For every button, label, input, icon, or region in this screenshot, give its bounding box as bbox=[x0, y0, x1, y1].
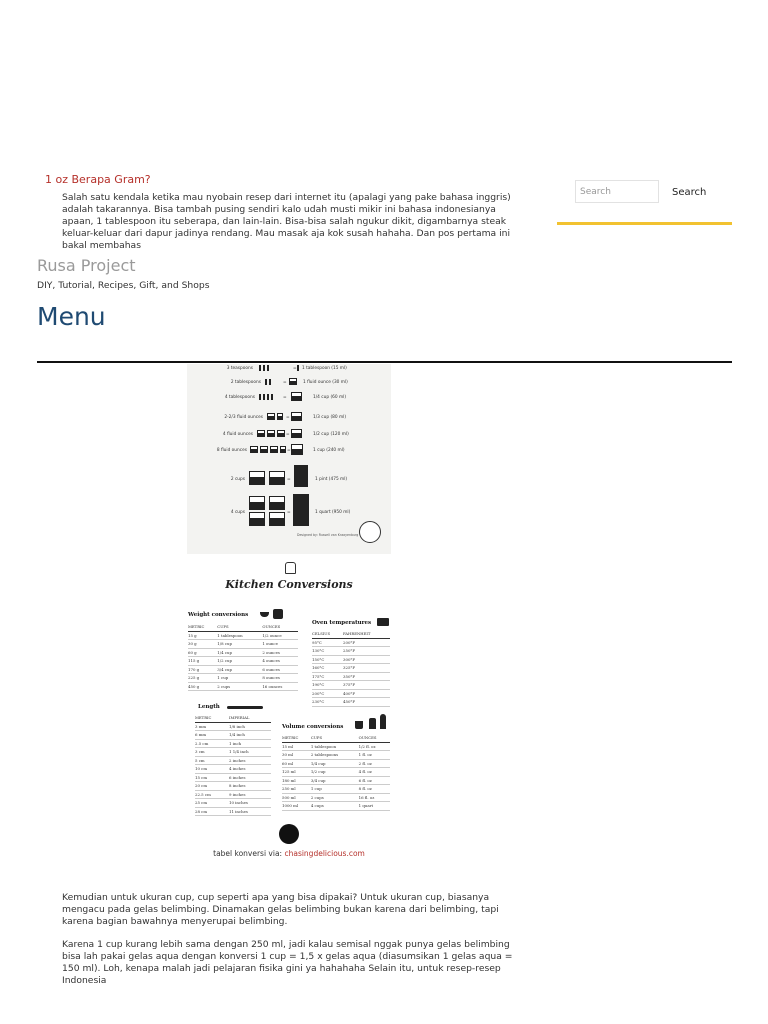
measuring-cup-icon bbox=[257, 430, 265, 437]
post-excerpt: Salah satu kendala ketika mau nyobain resep dari internet itu (apalagi yang pake bahasa inggris) adalah takarannya. Bisa tambah pusing sendiri kalo udah musti mikir ini bahasa indonesianya apaan, 1 tablespoon itu seberapa, dan lain-lain. Bisa-bisa salah ngukur dikit, digambarnya steak keluar-keluar dari dapur jadinya rendang. Mau masak aja kok susah hahaha. Dan pos pertama ini bakal membahas bbox=[62, 192, 511, 251]
table-row bbox=[312, 638, 390, 647]
spoon-icon bbox=[265, 379, 267, 385]
column-header: OUNCES bbox=[262, 623, 298, 631]
table-row bbox=[188, 648, 298, 657]
measuring-cup-icon bbox=[249, 496, 265, 510]
column-header: IMPERIAL bbox=[229, 714, 271, 722]
table-cell: 325°F bbox=[343, 664, 390, 673]
site-title[interactable]: Rusa Project bbox=[37, 256, 136, 275]
table-row bbox=[312, 664, 390, 673]
table-cell: 16 fl. oz bbox=[359, 793, 390, 802]
table-cell: 180 ml bbox=[282, 776, 311, 785]
table-cell: 22.5 cm bbox=[195, 790, 229, 799]
sidebar-accent-rule bbox=[557, 222, 732, 225]
measuring-cup-icon bbox=[267, 430, 275, 437]
table-cell: 400°F bbox=[343, 689, 390, 698]
length-heading: Length bbox=[198, 704, 220, 710]
table-row bbox=[312, 698, 390, 707]
table-row bbox=[195, 782, 271, 791]
table-cell: 8 fl. oz bbox=[359, 785, 390, 794]
table-cell: 3 cm bbox=[195, 748, 229, 757]
column-header: OUNCES bbox=[359, 734, 390, 742]
table-row bbox=[312, 647, 390, 656]
table-row bbox=[195, 722, 271, 731]
caption-source-link[interactable]: chasingdelicious.com bbox=[284, 849, 365, 858]
table-cell: 170 g bbox=[188, 665, 217, 674]
measuring-cup-icon bbox=[277, 413, 283, 420]
row-label: 4 fluid ounces bbox=[222, 432, 253, 437]
table-row bbox=[195, 748, 271, 757]
table-cell: 15 g bbox=[188, 631, 217, 640]
table-row bbox=[282, 742, 390, 751]
table-cell: 60 g bbox=[188, 648, 217, 657]
spoon-icon bbox=[263, 394, 265, 400]
table-row bbox=[195, 807, 271, 816]
table-cell: 2 ounces bbox=[262, 648, 298, 657]
table-cell: 9 inches bbox=[229, 790, 271, 799]
table-cell: 1 ounce bbox=[262, 640, 298, 649]
table-cell: 4 ounces bbox=[262, 657, 298, 666]
table-cell: 250°F bbox=[343, 647, 390, 656]
measuring-cup-icon bbox=[277, 430, 285, 437]
table-cell: 2 cups bbox=[217, 682, 262, 691]
table-cell: 1/4 inch bbox=[229, 731, 271, 740]
oven-table bbox=[312, 630, 390, 707]
row-result: 1 quart (950 ml) bbox=[315, 510, 351, 515]
volume-table bbox=[282, 734, 390, 811]
table-row bbox=[195, 731, 271, 740]
column-header: METRIC bbox=[282, 734, 311, 742]
weight-heading: Weight conversions bbox=[188, 612, 249, 618]
table-row bbox=[282, 759, 390, 768]
chasing-delicious-logo bbox=[359, 521, 381, 543]
designed-by-credit: Designed by: Russell van Kraayenburg bbox=[297, 533, 359, 537]
table-cell: 6 ounces bbox=[262, 665, 298, 674]
row-result: 1/3 cup (80 ml) bbox=[313, 415, 347, 420]
table-cell: 4 inches bbox=[229, 765, 271, 774]
measuring-cup-icon bbox=[291, 412, 302, 421]
table-cell: 30 ml bbox=[282, 751, 311, 760]
table-cell: 1 inch bbox=[229, 739, 271, 748]
table-cell: 2 cups bbox=[311, 793, 359, 802]
table-cell: 25 cm bbox=[195, 799, 229, 808]
table-cell: 3/4 cup bbox=[311, 776, 359, 785]
bottle-icon bbox=[369, 718, 376, 729]
table-cell: 1/2 cup bbox=[217, 657, 262, 666]
oven-icon bbox=[377, 618, 389, 626]
table-cell: 2 fl. oz bbox=[359, 759, 390, 768]
spoon-icon bbox=[267, 394, 269, 400]
bottle-icon bbox=[380, 714, 386, 729]
table-row bbox=[312, 655, 390, 664]
spoon-icon bbox=[269, 379, 271, 385]
column-header: METRIC bbox=[195, 714, 229, 722]
table-cell: 2.5 cm bbox=[195, 739, 229, 748]
table-cell: 10 cm bbox=[195, 765, 229, 774]
table-row bbox=[195, 799, 271, 808]
table-row bbox=[188, 631, 298, 640]
table-cell: 1 quart bbox=[359, 802, 390, 811]
menu-divider bbox=[37, 361, 732, 363]
rolling-pin-icon bbox=[227, 706, 263, 709]
kitchen-scale-icon bbox=[285, 562, 296, 574]
table-header-row bbox=[312, 630, 390, 638]
measuring-cup-icon bbox=[249, 512, 265, 526]
measuring-cup-icon bbox=[269, 496, 285, 510]
table-header-row bbox=[282, 734, 390, 742]
table-cell: 3/4 cup bbox=[217, 665, 262, 674]
column-header: FAHRENHEIT bbox=[343, 630, 390, 638]
weight-table bbox=[188, 623, 298, 691]
measuring-cup-icon bbox=[291, 392, 302, 401]
table-cell: 250 ml bbox=[282, 785, 311, 794]
table-row bbox=[195, 765, 271, 774]
table-cell: 20 cm bbox=[195, 782, 229, 791]
table-cell: 1 cup bbox=[217, 674, 262, 683]
column-header: METRIC bbox=[188, 623, 217, 631]
column-header: CELSIUS bbox=[312, 630, 343, 638]
table-cell: 150°C bbox=[312, 655, 343, 664]
table-cell: 1/2 cup bbox=[311, 768, 359, 777]
table-cell: 190°C bbox=[312, 681, 343, 690]
table-cell: 60 ml bbox=[282, 759, 311, 768]
column-header: CUPS bbox=[311, 734, 359, 742]
table-cell: 1000 ml bbox=[282, 802, 311, 811]
cup-icon bbox=[260, 612, 269, 617]
table-cell: 200°F bbox=[343, 638, 390, 647]
scale-icon bbox=[273, 609, 283, 619]
table-cell: 1 1/4 inch bbox=[229, 748, 271, 757]
table-cell: 450 g bbox=[188, 682, 217, 691]
row-result: 1/2 cup (120 ml) bbox=[313, 432, 349, 437]
row-result: 1 pint (475 ml) bbox=[315, 477, 348, 482]
search-input[interactable] bbox=[575, 180, 659, 203]
table-cell: 160°C bbox=[312, 664, 343, 673]
table-cell: 1/4 cup bbox=[217, 648, 262, 657]
volume-heading: Volume conversions bbox=[282, 724, 344, 730]
table-cell: 95°C bbox=[312, 638, 343, 647]
body-paragraph: Kemudian untuk ukuran cup, cup seperti apa yang bisa dipakai? Untuk ukuran cup, biasanya mengacu pada gelas belimbing. Dinamakan gelas belimbing bukan karena dari belimbing, tapi karena bagian bawahnya menyerupai belimbing. bbox=[62, 892, 499, 927]
row-label: 2 cups bbox=[230, 477, 245, 482]
measurement-infographic: 3 teaspoons = 1 tablespoon (15 ml) 2 tablespoons = 1 fluid ounce (30 ml) 4 tablespoons = 1/4 cup (60 ml) 2-2/3 fluid ounces = 1/3 cup (80 ml) 4 fluid ounces = 1/2 cup (120 ml) 8 fluid ounces = 1 cup (240 ml) 2 cups = 1 pint (475 ml) 4 cups = 1 quart (950 ml) Designed by: Russell van Kraayenburg bbox=[187, 364, 391, 554]
oven-heading: Oven temperatures bbox=[312, 620, 372, 626]
table-row bbox=[195, 739, 271, 748]
table-cell: 175°C bbox=[312, 672, 343, 681]
table-cell: 3 mm bbox=[195, 722, 229, 731]
table-cell: 115 g bbox=[188, 657, 217, 666]
table-row bbox=[312, 681, 390, 690]
table-cell: 1/8 inch bbox=[229, 722, 271, 731]
table-row bbox=[282, 785, 390, 794]
measuring-cup-icon bbox=[289, 378, 297, 385]
spoon-icon bbox=[297, 365, 299, 371]
spoon-icon bbox=[267, 365, 269, 371]
table-row bbox=[188, 640, 298, 649]
row-result: 1 fluid ounce (30 ml) bbox=[303, 380, 348, 385]
table-cell: 300°F bbox=[343, 655, 390, 664]
table-cell: 200°C bbox=[312, 689, 343, 698]
site-description: DIY, Tutorial, Recipes, Gift, and Shops bbox=[37, 280, 210, 291]
row-result: 1 tablespoon (15 ml) bbox=[302, 366, 347, 371]
row-label: 2-2/3 fluid ounces bbox=[224, 415, 263, 420]
table-cell: 16 ounces bbox=[262, 682, 298, 691]
row-label: 4 cups bbox=[230, 510, 245, 515]
table-row bbox=[282, 751, 390, 760]
measuring-cup-icon bbox=[280, 446, 286, 453]
table-row bbox=[195, 773, 271, 782]
measuring-cup-icon bbox=[269, 512, 285, 526]
row-label: 8 fluid ounces bbox=[216, 448, 247, 453]
menu-heading[interactable]: Menu bbox=[37, 302, 106, 331]
measuring-cup-icon bbox=[267, 413, 275, 420]
table-cell: 350°F bbox=[343, 672, 390, 681]
measuring-cup-icon bbox=[249, 471, 265, 485]
column-header: CUPS bbox=[217, 623, 262, 631]
table-cell: 1 cup bbox=[311, 785, 359, 794]
table-row bbox=[188, 665, 298, 674]
measuring-cup-icon bbox=[270, 446, 278, 453]
table-cell: 1 fl. oz bbox=[359, 751, 390, 760]
spoon-icon bbox=[263, 365, 265, 371]
table-row bbox=[188, 657, 298, 666]
row-result: 1 cup (240 ml) bbox=[313, 448, 345, 453]
table-cell: 15 ml bbox=[282, 742, 311, 751]
table-cell: 4 fl. oz bbox=[359, 768, 390, 777]
post-title-link[interactable]: 1 oz Berapa Gram? bbox=[45, 173, 151, 186]
caption-text: tabel konversi via: bbox=[213, 849, 285, 858]
table-cell: 30 g bbox=[188, 640, 217, 649]
table-row bbox=[282, 802, 390, 811]
row-result: 1/4 cup (60 ml) bbox=[313, 395, 347, 400]
table-cell: 10 inches bbox=[229, 799, 271, 808]
table-cell: 1/4 cup bbox=[311, 759, 359, 768]
row-label: 2 tablespoons bbox=[230, 380, 261, 385]
table-row bbox=[282, 768, 390, 777]
body-paragraph: Karena 1 cup kurang lebih sama dengan 250 ml, jadi kalau semisal nggak punya gelas belimbing bisa lah pakai gelas aqua dengan konversi 1 cup = 1,5 x gelas aqua (diasumsikan 1 gelas aqua = 150 ml). Loh, kenapa malah jadi pelajaran fisika gini ya hahahaha Selain itu, untuk resep-resep Indonesia bbox=[62, 939, 513, 986]
table-cell: 375°F bbox=[343, 681, 390, 690]
kitchen-conversions-infographic bbox=[187, 556, 391, 846]
spoon-icon bbox=[271, 394, 273, 400]
measuring-cup-icon bbox=[355, 721, 363, 729]
table-cell: 6 fl. oz bbox=[359, 776, 390, 785]
table-cell: 1 tablespoon bbox=[311, 742, 359, 751]
table-cell: 230°C bbox=[312, 698, 343, 707]
table-cell: 6 inches bbox=[229, 773, 271, 782]
infographic-title: Kitchen Conversions bbox=[225, 578, 353, 591]
table-row bbox=[282, 776, 390, 785]
table-cell: 125 ml bbox=[282, 768, 311, 777]
table-row bbox=[195, 790, 271, 799]
table-cell: 1/8 cup bbox=[217, 640, 262, 649]
row-label: 4 tablespoons bbox=[224, 395, 255, 400]
table-cell: 28 cm bbox=[195, 807, 229, 816]
measuring-cup-icon bbox=[260, 446, 268, 453]
table-cell: 1 tablespoon bbox=[217, 631, 262, 640]
table-cell: 8 inches bbox=[229, 782, 271, 791]
search-button[interactable]: Search bbox=[664, 182, 714, 202]
table-row bbox=[312, 689, 390, 698]
table-cell: 1/2 ounce bbox=[262, 631, 298, 640]
table-cell: 2 inches bbox=[229, 756, 271, 765]
table-cell: 500 ml bbox=[282, 793, 311, 802]
table-cell: 5 cm bbox=[195, 756, 229, 765]
table-row bbox=[195, 756, 271, 765]
table-row bbox=[188, 674, 298, 683]
table-cell: 2 tablespoons bbox=[311, 751, 359, 760]
table-header-row bbox=[195, 714, 271, 722]
table-row bbox=[282, 793, 390, 802]
table-row bbox=[188, 682, 298, 691]
table-cell: 11 inches bbox=[229, 807, 271, 816]
table-row bbox=[312, 672, 390, 681]
table-cell: 4 cups bbox=[311, 802, 359, 811]
table-cell: 15 cm bbox=[195, 773, 229, 782]
table-cell: 8 ounces bbox=[262, 674, 298, 683]
spoon-icon bbox=[259, 365, 261, 371]
spoon-icon bbox=[259, 394, 261, 400]
row-label: 3 teaspoons bbox=[226, 366, 253, 371]
table-cell: 6 mm bbox=[195, 731, 229, 740]
table-cell: 225 g bbox=[188, 674, 217, 683]
image-caption bbox=[187, 849, 391, 858]
table-cell: 450°F bbox=[343, 698, 390, 707]
table-cell: 130°C bbox=[312, 647, 343, 656]
measuring-cup-icon bbox=[291, 444, 303, 455]
measuring-cup-icon bbox=[291, 429, 302, 438]
measuring-cup-icon bbox=[250, 446, 258, 453]
quart-container-icon bbox=[293, 494, 309, 526]
table-header-row bbox=[188, 623, 298, 631]
table-cell: 1/2 fl. oz bbox=[359, 742, 390, 751]
length-table bbox=[195, 714, 271, 816]
measuring-cup-icon bbox=[269, 471, 285, 485]
pint-container-icon bbox=[294, 465, 308, 487]
chasing-delicious-seal-logo bbox=[279, 824, 299, 844]
